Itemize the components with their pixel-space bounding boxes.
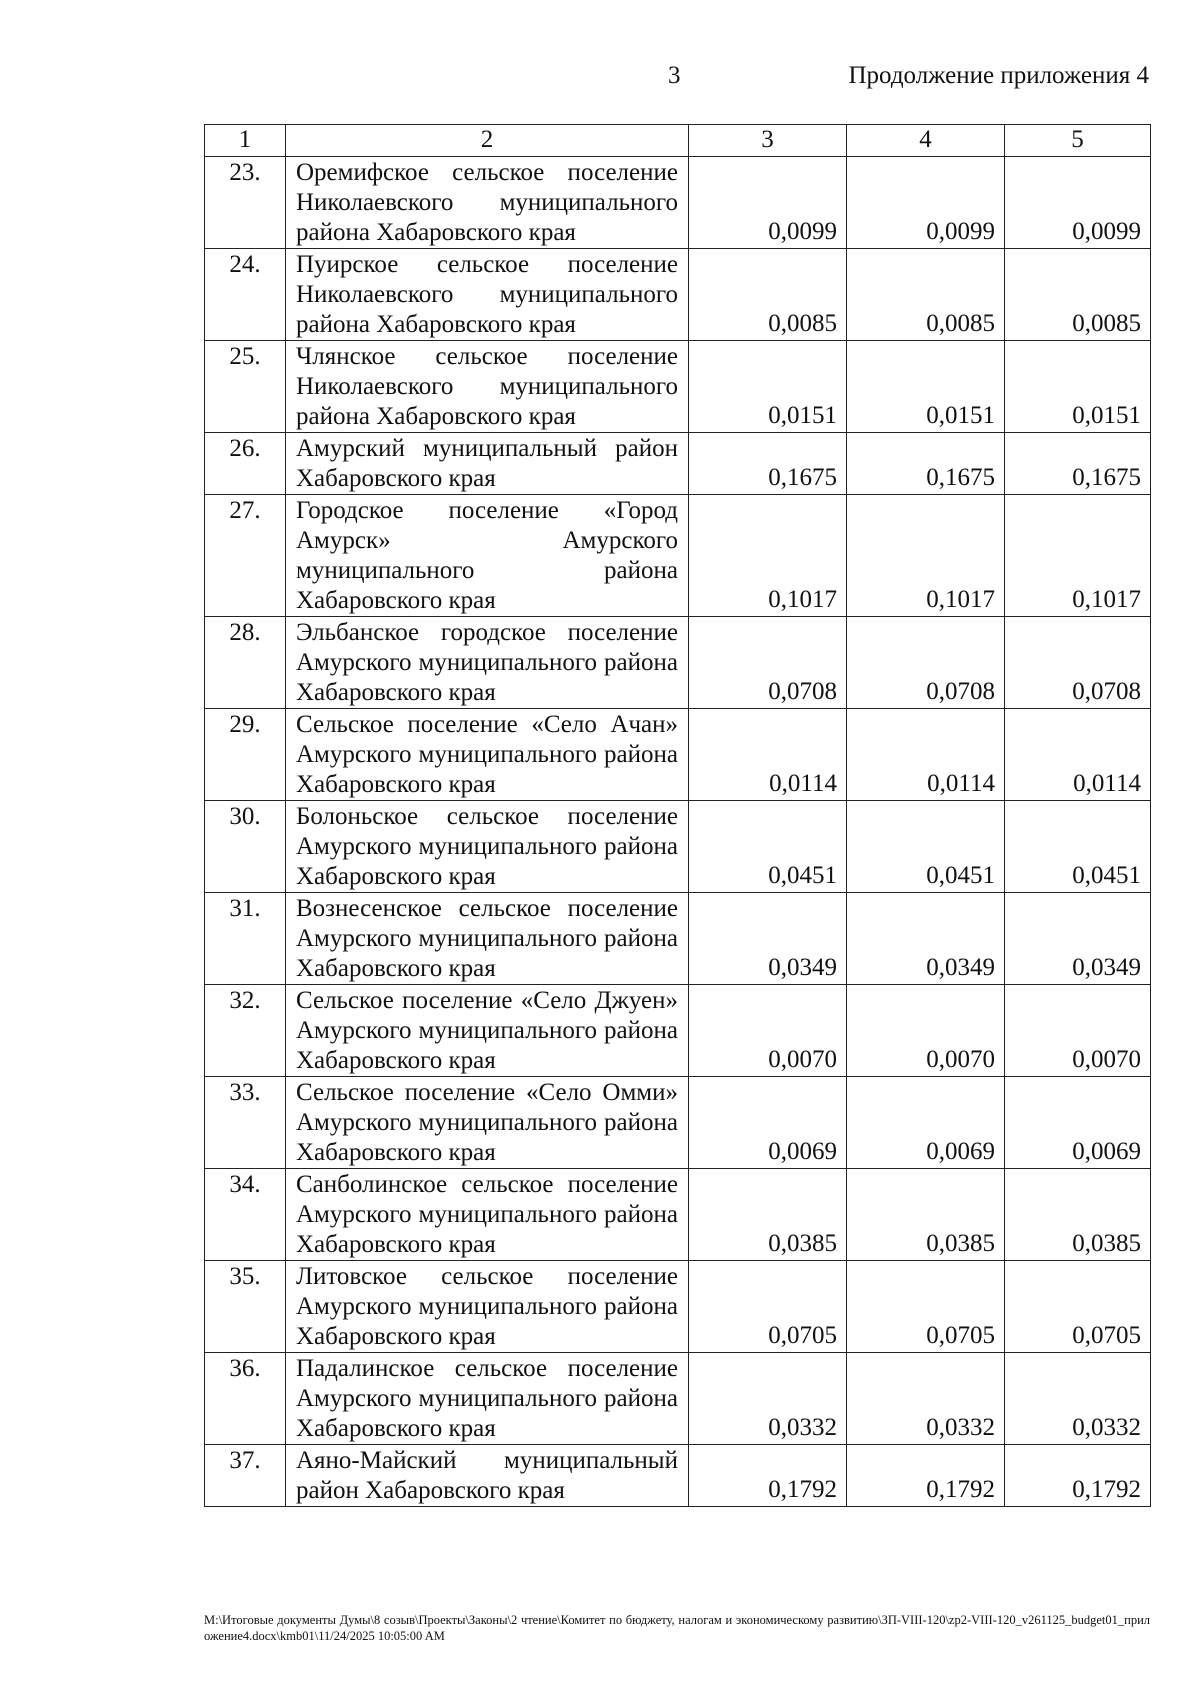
table-body — [205, 125, 1151, 1507]
table-row — [205, 495, 1151, 617]
table-row — [205, 341, 1151, 433]
row-number: 33. — [205, 1077, 286, 1169]
settlement-name: Амурский муниципальный район Хабаровского края — [286, 433, 689, 495]
value-col-3: 0,0332 — [689, 1353, 847, 1445]
value-col-5: 0,0349 — [1005, 893, 1151, 985]
value-col-5: 0,1675 — [1005, 433, 1151, 495]
row-number: 37. — [205, 1445, 286, 1507]
page-header — [0, 62, 1200, 102]
value-col-5: 0,0069 — [1005, 1077, 1151, 1169]
value-col-3: 0,1675 — [689, 433, 847, 495]
value-col-5: 0,1017 — [1005, 495, 1151, 617]
settlement-name: Эльбанское городское поселение Амурского муниципального района Хабаровского края — [286, 617, 689, 709]
value-col-3: 0,0708 — [689, 617, 847, 709]
settlement-name: Вознесенское сельское поселение Амурского муниципального района Хабаровского края — [286, 893, 689, 985]
table-row — [205, 801, 1151, 893]
value-col-5: 0,1792 — [1005, 1445, 1151, 1507]
value-col-3: 0,0099 — [689, 157, 847, 249]
column-header: 4 — [847, 125, 1005, 157]
value-col-4: 0,0349 — [847, 893, 1005, 985]
row-number: 35. — [205, 1261, 286, 1353]
value-col-5: 0,0451 — [1005, 801, 1151, 893]
value-col-4: 0,0332 — [847, 1353, 1005, 1445]
table-row — [205, 893, 1151, 985]
settlement-name: Члянское сельское поселение Николаевского муниципального района Хабаровского края — [286, 341, 689, 433]
table-row — [205, 157, 1151, 249]
value-col-5: 0,0085 — [1005, 249, 1151, 341]
table-row — [205, 985, 1151, 1077]
settlement-name: Сельское поселение «Село Омми» Амурского муниципального района Хабаровского края — [286, 1077, 689, 1169]
settlement-name: Городское поселение «Город Амурск» Амурского муниципального района Хабаровского края — [286, 495, 689, 617]
value-col-5: 0,0385 — [1005, 1169, 1151, 1261]
row-number: 26. — [205, 433, 286, 495]
value-col-5: 0,0708 — [1005, 617, 1151, 709]
value-col-4: 0,1675 — [847, 433, 1005, 495]
value-col-3: 0,0151 — [689, 341, 847, 433]
column-header: 5 — [1005, 125, 1151, 157]
settlement-name: Сельское поселение «Село Джуен» Амурского муниципального района Хабаровского края — [286, 985, 689, 1077]
row-number: 32. — [205, 985, 286, 1077]
row-number: 36. — [205, 1353, 286, 1445]
settlement-name: Падалинское сельское поселение Амурского муниципального района Хабаровского края — [286, 1353, 689, 1445]
value-col-4: 0,0069 — [847, 1077, 1005, 1169]
value-col-4: 0,0151 — [847, 341, 1005, 433]
value-col-3: 0,0069 — [689, 1077, 847, 1169]
table-row — [205, 1445, 1151, 1507]
table-row — [205, 1353, 1151, 1445]
value-col-4: 0,1792 — [847, 1445, 1005, 1507]
value-col-3: 0,0114 — [689, 709, 847, 801]
budget-table — [204, 124, 1151, 1507]
row-number: 25. — [205, 341, 286, 433]
value-col-3: 0,0349 — [689, 893, 847, 985]
value-col-4: 0,0099 — [847, 157, 1005, 249]
value-col-4: 0,0451 — [847, 801, 1005, 893]
column-header: 1 — [205, 125, 286, 157]
row-number: 30. — [205, 801, 286, 893]
settlement-name: Оремифское сельское поселение Николаевского муниципального района Хабаровского края — [286, 157, 689, 249]
row-number: 31. — [205, 893, 286, 985]
column-header: 3 — [689, 125, 847, 157]
table-row — [205, 1261, 1151, 1353]
value-col-3: 0,0385 — [689, 1169, 847, 1261]
page-number: 3 — [668, 62, 681, 89]
row-number: 27. — [205, 495, 286, 617]
table-header-row — [205, 125, 1151, 157]
value-col-4: 0,0114 — [847, 709, 1005, 801]
value-col-3: 0,0705 — [689, 1261, 847, 1353]
value-col-3: 0,1792 — [689, 1445, 847, 1507]
table-row — [205, 249, 1151, 341]
value-col-3: 0,0085 — [689, 249, 847, 341]
table-row — [205, 617, 1151, 709]
row-number: 24. — [205, 249, 286, 341]
table-row — [205, 1077, 1151, 1169]
value-col-4: 0,0705 — [847, 1261, 1005, 1353]
column-header: 2 — [286, 125, 689, 157]
value-col-4: 0,0708 — [847, 617, 1005, 709]
value-col-5: 0,0151 — [1005, 341, 1151, 433]
value-col-4: 0,1017 — [847, 495, 1005, 617]
value-col-3: 0,0451 — [689, 801, 847, 893]
value-col-4: 0,0385 — [847, 1169, 1005, 1261]
value-col-3: 0,0070 — [689, 985, 847, 1077]
continuation-label: Продолжение приложения 4 — [848, 62, 1149, 89]
settlement-name: Болоньское сельское поселение Амурского муниципального района Хабаровского края — [286, 801, 689, 893]
table-row — [205, 1169, 1151, 1261]
table-row — [205, 433, 1151, 495]
row-number: 23. — [205, 157, 286, 249]
table-row — [205, 709, 1151, 801]
value-col-5: 0,0099 — [1005, 157, 1151, 249]
settlement-name: Пуирское сельское поселение Николаевского муниципального района Хабаровского края — [286, 249, 689, 341]
document-path-footer: М:\Итоговые документы Думы\8 созыв\Проекты\Законы\2 чтение\Комитет по бюджету, налогам и экономическому развитию\ЗП-VIII-120\zp2-VIII-120_v261125_budget01_приложение4.docx\kmb01\11/24/2025 10:05:00 AM — [204, 1613, 1150, 1643]
row-number: 34. — [205, 1169, 286, 1261]
settlement-name: Литовское сельское поселение Амурского муниципального района Хабаровского края — [286, 1261, 689, 1353]
value-col-3: 0,1017 — [689, 495, 847, 617]
value-col-4: 0,0070 — [847, 985, 1005, 1077]
row-number: 28. — [205, 617, 286, 709]
value-col-5: 0,0705 — [1005, 1261, 1151, 1353]
value-col-4: 0,0085 — [847, 249, 1005, 341]
settlement-name: Сельское поселение «Село Ачан» Амурского муниципального района Хабаровского края — [286, 709, 689, 801]
settlement-name: Аяно-Майский муниципальный район Хабаровского края — [286, 1445, 689, 1507]
value-col-5: 0,0332 — [1005, 1353, 1151, 1445]
value-col-5: 0,0070 — [1005, 985, 1151, 1077]
row-number: 29. — [205, 709, 286, 801]
settlement-name: Санболинское сельское поселение Амурского муниципального района Хабаровского края — [286, 1169, 689, 1261]
value-col-5: 0,0114 — [1005, 709, 1151, 801]
